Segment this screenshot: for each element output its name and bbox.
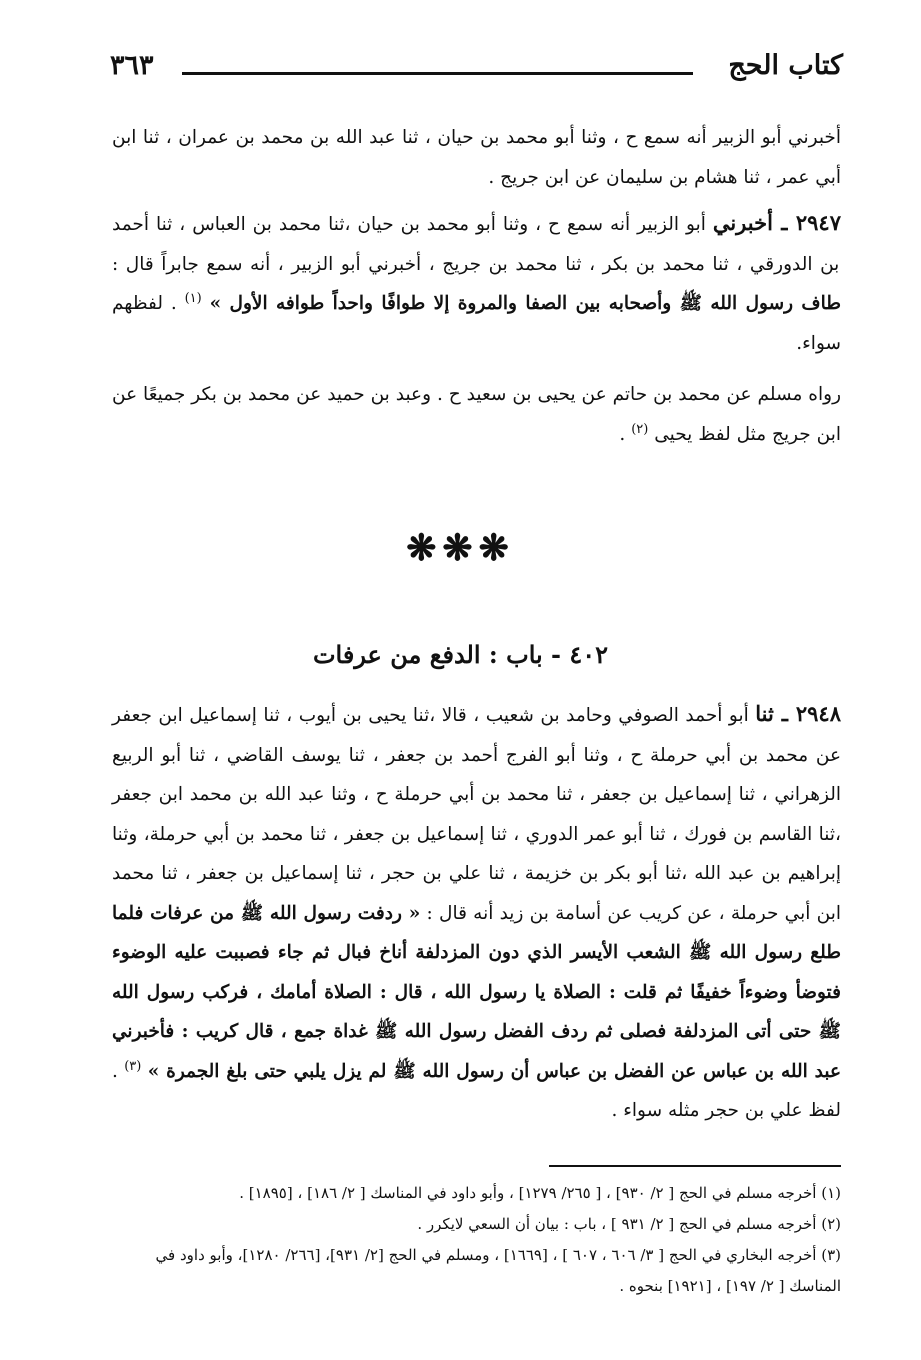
chapter-heading: ٤٠٢ - باب : الدفع من عرفات [312,640,609,669]
footnote-ref: (٣) [124,1058,142,1074]
book-title: كتاب الحج [728,50,843,81]
hadith-2948 [112,694,841,1131]
takhrij-paragraph [112,375,841,454]
page-header [110,50,843,90]
footnote-2: (٢) أخرجه مسلم في الحج [ ٢/ ٩٣١ ] ، باب : بيان أن السعي لايكرر . [417,1215,841,1233]
footnotes [112,1178,841,1302]
hadith-isnad: أبو الزبير أنه سمع ح ، وثنا أبو محمد بن حيان ،ثنا محمد بن العباس ، ثنا أحمد بن الدورقي ، ثنا محمد بن بكر ، ثنا محمد بن جريج ، أخبرني أبو الزبير ، أنه سمع جابراً قال : [112,214,840,275]
hadith-2947 [112,203,841,363]
footnote-1: (١) أخرجه مسلم في الحج [ ٢/ ٩٣٠] ، [ ٢٦٥/ ١٢٧٩] ، وأبو داود في المناسك [ ٢/ ١٨٦] ، [١٨٩٥] . [239,1184,841,1202]
hadith-tail: . لفظهم سواء. [112,293,841,354]
takhrij-tail: . [619,423,626,445]
hadith-number: ٢٩٤٨ ـ ثنا [755,701,841,726]
hadith-tail: . لفظ علي بن حجر مثله سواء . [112,1060,841,1121]
top-text-block [112,118,841,460]
footnote-ref: (٢) [631,421,649,437]
page-number: ٣٦٣ [110,50,154,81]
takhrij-text: رواه مسلم عن محمد بن حاتم عن يحيى بن سعيد ح . وعبد بن حميد عن محمد بن بكر جميعًا عن ابن جريج مثل لفظ يحيى [112,384,841,445]
footnote-ref: (١) [184,290,202,306]
footnote-rule [549,1165,841,1167]
hadith-2948-block [112,694,841,1137]
hadith-matn: « ردفت رسول الله ﷺ من عرفات فلما طلع رسول الله ﷺ الشعب الأيسر الذي دون المزدلفة أناخ فبال ثم جاء فصببت عليه الوضوء فتوضأ وضوءاً خفيفًا ثم قلت : الصلاة يا رسول الله ، قال : الصلاة أمامك ، فركب رسول الله ﷺ حتى أتى المزدلفة فصلى ثم ردف الفضل رسول الله ﷺ غداة جمع ، قال كريب : فأخبرني عبد الله بن عباس عن الفضل بن عباس أن رسول الله ﷺ لم يزل يلبي حتى بلغ الجمرة » [112,902,841,1082]
header-rule [182,72,693,75]
hadith-matn: طاف رسول الله ﷺ وأصحابه بين الصفا والمروة إلا طوافًا واحداً طوافه الأول » [209,293,841,314]
hadith-isnad: أبو أحمد الصوفي وحامد بن شعيب ، قالا ،ثنا يحيى بن أيوب ، ثنا إسماعيل ابن جعفر عن محمد بن أبي حرملة ح ، وثنا أبو الفرج أحمد بن جعفر ، ثنا يوسف القاضي ، ثنا أبو الربيع الزهراني ، ثنا إسماعيل بن جعفر ، ثنا محمد بن أبي حرملة ح ، وثنا عبد الله بن محمد ابن جعفر ،ثنا القاسم بن فورك ، ثنا أبو عمر الدوري ، ثنا إسماعيل بن جعفر ، ثنا محمد بن أبي حرملة، وثنا إبراهيم بن عبد الله ،ثنا أبو بكر بن خزيمة ، ثنا علي بن حجر ، ثنا إسماعيل بن جعفر ، ثنا محمد ابن أبي حرملة ، عن كريب عن أسامة بن زيد أنه قال : [112,705,841,924]
section-separator: ❋❋❋ [406,527,515,569]
hadith-number: ٢٩٤٧ ـ أخبرني [712,210,841,235]
footnote-3: (٣) أخرجه البخاري في الحج [ ٣/ ٦٠٦ ، ٦٠٧ ] ، [١٦٦٩] ، ومسلم في الحج [٢/ ٩٣١]، [٢٦٦/ ١٢٨٠]، وأبو داود في المناسك [ ٢/ ١٩٧] ، [١٩٢١] بنحوه . [155,1246,841,1295]
paragraph-continuation [112,118,841,197]
paragraph-text: أخبرني أبو الزبير أنه سمع ح ، وثنا أبو محمد بن حيان ، ثنا عبد الله بن محمد بن عمران ، ثنا ابن أبي عمر ، ثنا هشام بن سليمان عن ابن جريج . [112,127,841,188]
